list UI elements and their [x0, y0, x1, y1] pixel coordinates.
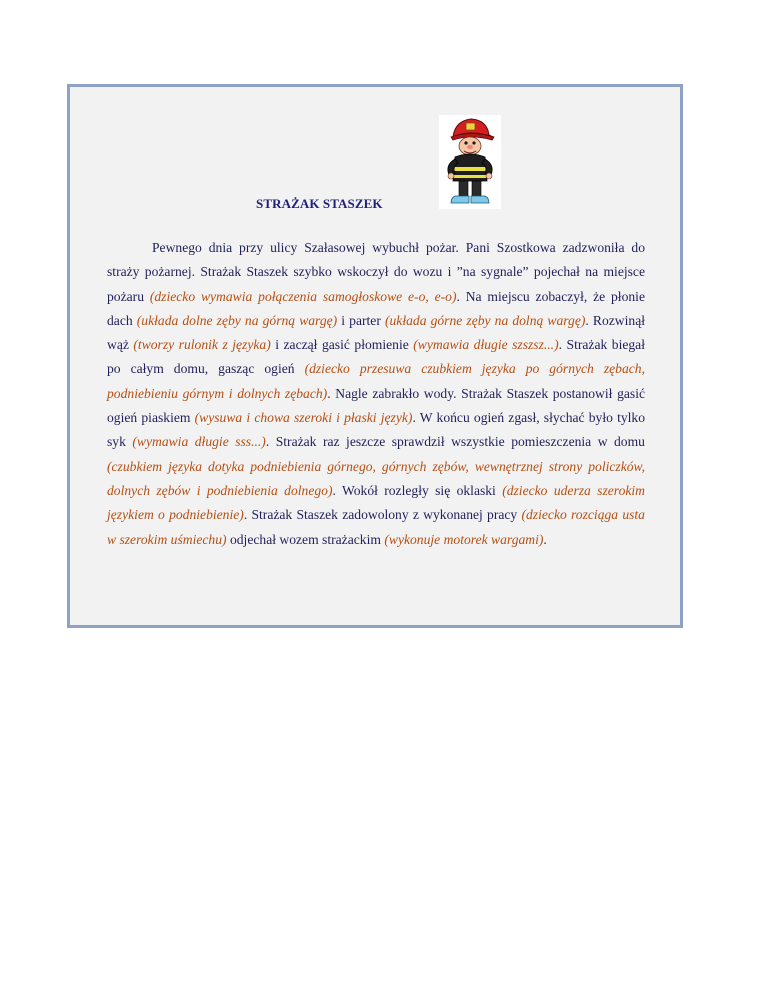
instruction-note: (dziecko rozciąga usta w szerokim uśmiechu) — [107, 507, 645, 547]
story-title: STRAŻAK STASZEK — [256, 196, 383, 211]
story-text: . Wokół rozległy się oklaski — [332, 482, 503, 498]
instruction-note: (czubkiem języka dotyka podniebienia górnego, górnych zębów, wewnętrznej strony policzków, dolnych zębów i podniebienia dolnego) — [107, 458, 645, 498]
story-paragraph — [107, 236, 645, 552]
instruction-note: (układa dolne zęby na górną wargę) — [136, 312, 338, 328]
story-text: odjechał wozem strażackim — [226, 531, 385, 547]
instruction-note: (dziecko przesuwa czubkiem języka po górnych zębach, podniebieniu górnym i dolnych zębach) — [107, 361, 645, 401]
story-text: . W końcu ogień zgasł, słychać było tylko syk — [107, 410, 646, 450]
story-text: . — [543, 531, 547, 547]
story-text: . Rozwinął wąż — [107, 312, 645, 353]
story-text: . Strażak raz jeszcze sprawdził wszystkie pomieszczenia w domu — [265, 434, 645, 450]
story-text: . Strażak biegał po całym domu, gasząc ogień — [107, 337, 645, 377]
story-text: Pewnego dnia przy ulicy Szałasowej wybuchł pożar. Pani Szostkowa zadzwoniła do straży pożarnej. Strażak Staszek szybko wskoczył do wozu i ”na sygnale” pojechał na miejsce pożaru — [107, 240, 645, 304]
story-text: . Strażak Staszek zadowolony z wykonanej pracy — [243, 507, 522, 523]
firefighter-illustration — [439, 115, 501, 209]
story-text: i parter — [337, 312, 385, 328]
instruction-note: (układa górne zęby na dolną wargę) — [384, 312, 586, 328]
instruction-note: (wykonuje motorek wargami) — [384, 531, 544, 547]
story-text: i zaczął gasić płomienie — [270, 337, 414, 353]
instruction-note: (wymawia długie szszsz...) — [413, 337, 559, 353]
instruction-note: (tworzy rulonik z języka) — [133, 337, 271, 353]
story-text: . Nagle zabrakło wody. Strażak Staszek postanowił gasić ogień piaskiem — [107, 385, 646, 426]
story-text: . Na miejscu zobaczył, że płonie dach — [107, 288, 645, 328]
story-frame — [67, 84, 683, 628]
instruction-note: (wysuwa i chowa szeroki i płaski język) — [194, 410, 413, 426]
instruction-note: (dziecko uderza szerokim językiem o podniebienie) — [107, 482, 645, 523]
instruction-note: (wymawia długie sss...) — [132, 434, 266, 450]
instruction-note: (dziecko wymawia połączenia samogłoskowe e-o, e-o) — [149, 288, 457, 304]
